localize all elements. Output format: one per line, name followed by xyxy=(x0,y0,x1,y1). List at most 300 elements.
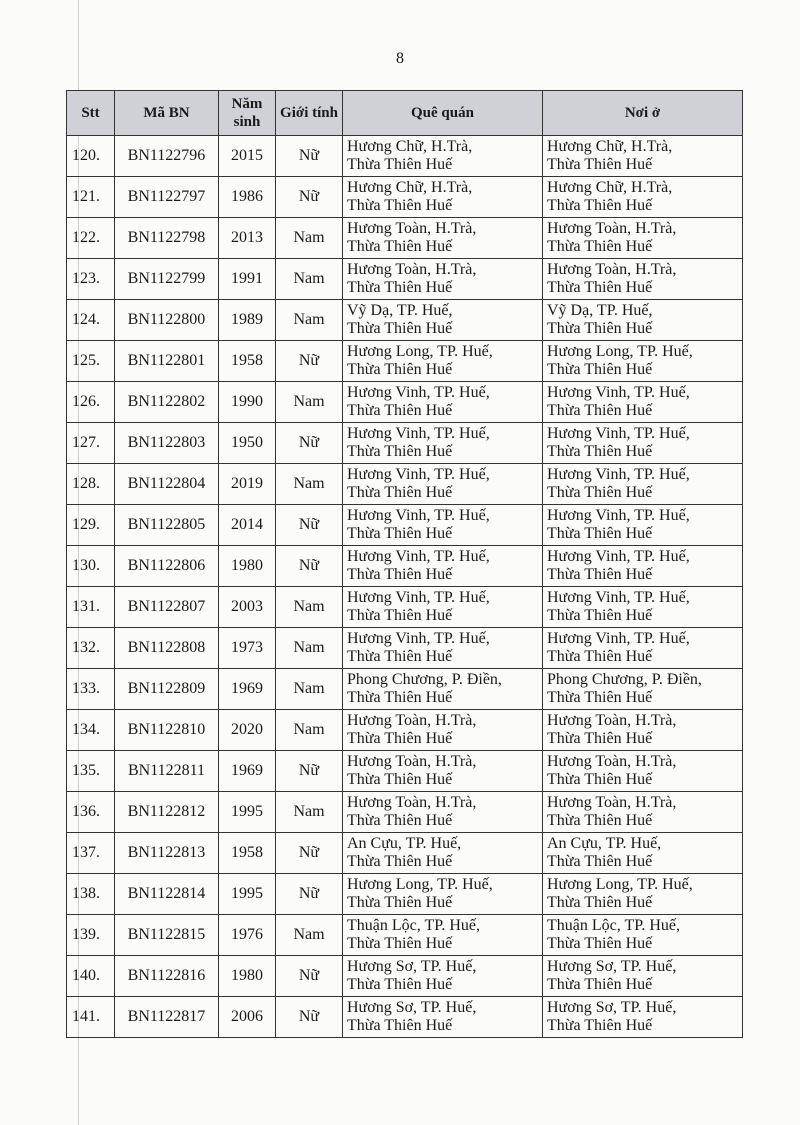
ma-bn-cell xyxy=(115,218,219,259)
gioi-tinh-cell-text: Nam xyxy=(293,229,325,246)
gioi-tinh-cell xyxy=(276,956,343,997)
noi-o-cell xyxy=(543,341,743,382)
gioi-tinh-cell-text: Nam xyxy=(293,721,325,738)
patient-table xyxy=(66,90,743,1038)
noi-o-cell xyxy=(543,997,743,1038)
nam-sinh-cell-text: 1969 xyxy=(231,762,263,779)
ma-bn-cell-text: BN1122798 xyxy=(127,229,206,246)
gioi-tinh-cell-text: Nam xyxy=(293,598,325,615)
noi-o-cell-text: Thừa Thiên Huế xyxy=(547,894,653,911)
que-quan-cell-text: Thừa Thiên Huế xyxy=(347,443,453,460)
noi-o-cell-text: Hương Vinh, TP. Huế, xyxy=(547,507,690,524)
nam-sinh-cell xyxy=(219,710,276,751)
stt-cell-text: 128. xyxy=(72,475,100,492)
table-row xyxy=(67,423,743,464)
noi-o-cell xyxy=(543,546,743,587)
que-quan-cell xyxy=(343,259,543,300)
gioi-tinh-cell xyxy=(276,874,343,915)
ma-bn-cell-text: BN1122797 xyxy=(127,188,206,205)
table-row xyxy=(67,464,743,505)
que-quan-cell xyxy=(343,382,543,423)
noi-o-cell-text: Thừa Thiên Huế xyxy=(547,730,653,747)
table-row xyxy=(67,505,743,546)
que-quan-cell-text: Thừa Thiên Huế xyxy=(347,648,453,665)
que-quan-cell xyxy=(343,669,543,710)
ma-bn-cell-text: BN1122806 xyxy=(127,557,206,574)
que-quan-cell-text: Hương Vinh, TP. Huế, xyxy=(347,384,490,401)
stt-cell xyxy=(67,136,115,177)
gioi-tinh-cell xyxy=(276,915,343,956)
gioi-tinh-cell xyxy=(276,997,343,1038)
gioi-tinh-cell-text: Nam xyxy=(293,680,325,697)
ma-bn-cell-text: BN1122811 xyxy=(127,762,206,779)
que-quan-cell-text: Thừa Thiên Huế xyxy=(347,525,453,542)
noi-o-cell-text: Thừa Thiên Huế xyxy=(547,525,653,542)
ma-bn-cell xyxy=(115,423,219,464)
ma-bn-cell-text: BN1122810 xyxy=(127,721,206,738)
ma-bn-cell-text: BN1122817 xyxy=(127,1008,206,1025)
que-quan-cell-text: Hương Toàn, H.Trà, xyxy=(347,220,477,237)
noi-o-cell-text: Thừa Thiên Huế xyxy=(547,197,653,214)
noi-o-cell-text: Thừa Thiên Huế xyxy=(547,771,653,788)
noi-o-cell-text: Hương Vinh, TP. Huế, xyxy=(547,466,690,483)
gioi-tinh-cell-text: Nam xyxy=(293,926,325,943)
ma-bn-cell xyxy=(115,710,219,751)
noi-o-cell xyxy=(543,464,743,505)
noi-o-cell-text: Hương Vinh, TP. Huế, xyxy=(547,589,690,606)
table-row xyxy=(67,341,743,382)
nam-sinh-cell-text: 1950 xyxy=(231,434,263,451)
que-quan-cell xyxy=(343,136,543,177)
que-quan-cell-text: Thừa Thiên Huế xyxy=(347,853,453,870)
gioi-tinh-cell-text: Nam xyxy=(293,270,325,287)
que-quan-cell xyxy=(343,710,543,751)
nam-sinh-cell-text: 2013 xyxy=(231,229,263,246)
nam-sinh-cell xyxy=(219,218,276,259)
que-quan-cell-text: Hương Vinh, TP. Huế, xyxy=(347,630,490,647)
header-nam-sinh: Năm sinh xyxy=(219,91,276,136)
noi-o-cell xyxy=(543,587,743,628)
nam-sinh-cell xyxy=(219,751,276,792)
gioi-tinh-cell xyxy=(276,833,343,874)
nam-sinh-cell xyxy=(219,546,276,587)
stt-cell xyxy=(67,546,115,587)
nam-sinh-cell xyxy=(219,628,276,669)
que-quan-cell-text: Hương Long, TP. Huế, xyxy=(347,343,493,360)
que-quan-cell-text: Phong Chương, P. Điền, xyxy=(347,671,502,688)
gioi-tinh-cell xyxy=(276,423,343,464)
header-noi-o: Nơi ở xyxy=(543,91,743,136)
nam-sinh-cell xyxy=(219,833,276,874)
noi-o-cell xyxy=(543,956,743,997)
table-row xyxy=(67,218,743,259)
nam-sinh-cell-text: 1995 xyxy=(231,803,263,820)
stt-cell-text: 127. xyxy=(72,434,100,451)
que-quan-cell xyxy=(343,423,543,464)
ma-bn-cell xyxy=(115,792,219,833)
ma-bn-cell xyxy=(115,874,219,915)
stt-cell-text: 122. xyxy=(72,229,100,246)
noi-o-cell-text: Thừa Thiên Huế xyxy=(547,156,653,173)
que-quan-cell-text: Hương Toàn, H.Trà, xyxy=(347,712,477,729)
gioi-tinh-cell-text: Nam xyxy=(293,803,325,820)
nam-sinh-cell-text: 1995 xyxy=(231,885,263,902)
nam-sinh-cell-text: 1989 xyxy=(231,311,263,328)
noi-o-cell xyxy=(543,259,743,300)
stt-cell-text: 139. xyxy=(72,926,100,943)
stt-cell xyxy=(67,997,115,1038)
stt-cell xyxy=(67,669,115,710)
noi-o-cell-text: Thừa Thiên Huế xyxy=(547,402,653,419)
stt-cell xyxy=(67,259,115,300)
noi-o-cell-text: Phong Chương, P. Điền, xyxy=(547,671,702,688)
que-quan-cell-text: Hương Vinh, TP. Huế, xyxy=(347,507,490,524)
stt-cell xyxy=(67,218,115,259)
que-quan-cell-text: Thừa Thiên Huế xyxy=(347,894,453,911)
gioi-tinh-cell xyxy=(276,587,343,628)
que-quan-cell-text: Hương Toàn, H.Trà, xyxy=(347,794,477,811)
que-quan-cell-text: Thừa Thiên Huế xyxy=(347,976,453,993)
que-quan-cell-text: Thừa Thiên Huế xyxy=(347,279,453,296)
noi-o-cell-text: Thừa Thiên Huế xyxy=(547,607,653,624)
ma-bn-cell xyxy=(115,997,219,1038)
page-number: 8 xyxy=(396,50,404,67)
table-row xyxy=(67,587,743,628)
que-quan-cell xyxy=(343,505,543,546)
noi-o-cell-text: Hương Chữ, H.Trà, xyxy=(547,179,673,196)
noi-o-cell-text: Thừa Thiên Huế xyxy=(547,935,653,952)
noi-o-cell xyxy=(543,382,743,423)
header-gioi-tinh: Giới tính xyxy=(276,91,343,136)
noi-o-cell-text: Hương Vinh, TP. Huế, xyxy=(547,630,690,647)
stt-cell-text: 132. xyxy=(72,639,100,656)
gioi-tinh-cell-text: Nam xyxy=(293,639,325,656)
nam-sinh-cell xyxy=(219,259,276,300)
nam-sinh-cell-text: 1990 xyxy=(231,393,263,410)
ma-bn-cell xyxy=(115,177,219,218)
nam-sinh-cell-text: 1973 xyxy=(231,639,263,656)
ma-bn-cell-text: BN1122814 xyxy=(127,885,206,902)
stt-cell-text: 125. xyxy=(72,352,100,369)
noi-o-cell-text: Thừa Thiên Huế xyxy=(547,566,653,583)
noi-o-cell-text: Hương Toàn, H.Trà, xyxy=(547,712,677,729)
noi-o-cell-text: Thừa Thiên Huế xyxy=(547,443,653,460)
gioi-tinh-cell-text: Nữ xyxy=(298,762,320,779)
stt-cell xyxy=(67,300,115,341)
gioi-tinh-cell-text: Nữ xyxy=(298,557,320,574)
stt-cell-text: 138. xyxy=(72,885,100,902)
header-ma-bn: Mã BN xyxy=(115,91,219,136)
nam-sinh-cell-text: 2006 xyxy=(231,1008,263,1025)
noi-o-cell-text: Hương Toàn, H.Trà, xyxy=(547,220,677,237)
table-row xyxy=(67,259,743,300)
gioi-tinh-cell-text: Nữ xyxy=(298,147,320,164)
que-quan-cell-text: Thừa Thiên Huế xyxy=(347,361,453,378)
nam-sinh-cell-text: 2019 xyxy=(231,475,263,492)
table-row xyxy=(67,546,743,587)
ma-bn-cell xyxy=(115,833,219,874)
gioi-tinh-cell-text: Nữ xyxy=(298,1008,320,1025)
que-quan-cell-text: Thừa Thiên Huế xyxy=(347,156,453,173)
que-quan-cell-text: Thừa Thiên Huế xyxy=(347,771,453,788)
stt-cell-text: 126. xyxy=(72,393,100,410)
nam-sinh-cell xyxy=(219,792,276,833)
noi-o-cell-text: Thuận Lộc, TP. Huế, xyxy=(547,917,681,934)
ma-bn-cell-text: BN1122813 xyxy=(127,844,206,861)
nam-sinh-cell-text: 1986 xyxy=(231,188,263,205)
stt-cell-text: 131. xyxy=(72,598,100,615)
ma-bn-cell-text: BN1122812 xyxy=(127,803,206,820)
noi-o-cell xyxy=(543,833,743,874)
stt-cell xyxy=(67,423,115,464)
que-quan-cell-text: Thừa Thiên Huế xyxy=(347,689,453,706)
noi-o-cell-text: Thừa Thiên Huế xyxy=(547,648,653,665)
noi-o-cell xyxy=(543,710,743,751)
gioi-tinh-cell-text: Nam xyxy=(293,311,325,328)
stt-cell-text: 123. xyxy=(72,270,100,287)
gioi-tinh-cell xyxy=(276,218,343,259)
que-quan-cell xyxy=(343,956,543,997)
ma-bn-cell xyxy=(115,628,219,669)
que-quan-cell-text: An Cựu, TP. Huế, xyxy=(347,835,462,852)
stt-cell xyxy=(67,587,115,628)
noi-o-cell-text: Thừa Thiên Huế xyxy=(547,976,653,993)
que-quan-cell-text: Hương Vinh, TP. Huế, xyxy=(347,466,490,483)
noi-o-cell-text: Hương Sơ, TP. Huế, xyxy=(547,958,677,975)
gioi-tinh-cell xyxy=(276,751,343,792)
ma-bn-cell xyxy=(115,382,219,423)
ma-bn-cell xyxy=(115,136,219,177)
que-quan-cell xyxy=(343,218,543,259)
noi-o-cell-text: Hương Vinh, TP. Huế, xyxy=(547,425,690,442)
noi-o-cell-text: Hương Long, TP. Huế, xyxy=(547,876,693,893)
noi-o-cell xyxy=(543,792,743,833)
noi-o-cell-text: Hương Chữ, H.Trà, xyxy=(547,138,673,155)
que-quan-cell-text: Hương Vinh, TP. Huế, xyxy=(347,425,490,442)
table-row xyxy=(67,300,743,341)
ma-bn-cell xyxy=(115,464,219,505)
nam-sinh-cell-text: 1991 xyxy=(231,270,263,287)
que-quan-cell xyxy=(343,874,543,915)
stt-cell xyxy=(67,915,115,956)
gioi-tinh-cell xyxy=(276,136,343,177)
stt-cell xyxy=(67,710,115,751)
noi-o-cell-text: Thừa Thiên Huế xyxy=(547,238,653,255)
que-quan-cell-text: Hương Chữ, H.Trà, xyxy=(347,138,473,155)
noi-o-cell xyxy=(543,505,743,546)
stt-cell xyxy=(67,382,115,423)
stt-cell-text: 130. xyxy=(72,557,100,574)
que-quan-cell-text: Thừa Thiên Huế xyxy=(347,566,453,583)
stt-cell xyxy=(67,956,115,997)
que-quan-cell xyxy=(343,341,543,382)
que-quan-cell xyxy=(343,833,543,874)
stt-cell-text: 120. xyxy=(72,147,100,164)
ma-bn-cell-text: BN1122796 xyxy=(127,147,206,164)
gioi-tinh-cell xyxy=(276,341,343,382)
noi-o-cell xyxy=(543,669,743,710)
noi-o-cell xyxy=(543,423,743,464)
noi-o-cell xyxy=(543,915,743,956)
stt-cell-text: 141. xyxy=(72,1008,100,1025)
ma-bn-cell-text: BN1122800 xyxy=(127,311,206,328)
que-quan-cell-text: Thừa Thiên Huế xyxy=(347,1017,453,1034)
nam-sinh-cell xyxy=(219,464,276,505)
gioi-tinh-cell xyxy=(276,382,343,423)
que-quan-cell xyxy=(343,587,543,628)
table-row xyxy=(67,751,743,792)
table-row xyxy=(67,956,743,997)
gioi-tinh-cell-text: Nữ xyxy=(298,885,320,902)
header-que-quan: Quê quán xyxy=(343,91,543,136)
gioi-tinh-cell-text: Nữ xyxy=(298,188,320,205)
gioi-tinh-cell xyxy=(276,505,343,546)
nam-sinh-cell-text: 1980 xyxy=(231,967,263,984)
ma-bn-cell xyxy=(115,669,219,710)
stt-cell xyxy=(67,341,115,382)
noi-o-cell-text: Hương Toàn, H.Trà, xyxy=(547,794,677,811)
nam-sinh-cell-text: 1958 xyxy=(231,844,263,861)
que-quan-cell-text: Thuận Lộc, TP. Huế, xyxy=(347,917,481,934)
stt-cell xyxy=(67,628,115,669)
stt-cell xyxy=(67,833,115,874)
stt-cell xyxy=(67,751,115,792)
stt-cell xyxy=(67,464,115,505)
nam-sinh-cell xyxy=(219,956,276,997)
que-quan-cell-text: Thừa Thiên Huế xyxy=(347,320,453,337)
stt-cell-text: 133. xyxy=(72,680,100,697)
que-quan-cell xyxy=(343,546,543,587)
gioi-tinh-cell-text: Nữ xyxy=(298,516,320,533)
noi-o-cell-text: Hương Toàn, H.Trà, xyxy=(547,753,677,770)
ma-bn-cell xyxy=(115,546,219,587)
que-quan-cell-text: Hương Toàn, H.Trà, xyxy=(347,753,477,770)
noi-o-cell-text: Thừa Thiên Huế xyxy=(547,279,653,296)
stt-cell-text: 140. xyxy=(72,967,100,984)
que-quan-cell-text: Hương Chữ, H.Trà, xyxy=(347,179,473,196)
ma-bn-cell-text: BN1122816 xyxy=(127,967,206,984)
noi-o-cell-text: Thừa Thiên Huế xyxy=(547,320,653,337)
que-quan-cell xyxy=(343,997,543,1038)
stt-cell xyxy=(67,505,115,546)
que-quan-cell-text: Hương Sơ, TP. Huế, xyxy=(347,958,477,975)
ma-bn-cell-text: BN1122807 xyxy=(127,598,206,615)
nam-sinh-cell xyxy=(219,669,276,710)
gioi-tinh-cell-text: Nữ xyxy=(298,352,320,369)
nam-sinh-cell xyxy=(219,915,276,956)
gioi-tinh-cell-text: Nữ xyxy=(298,434,320,451)
table-row xyxy=(67,710,743,751)
stt-cell-text: 136. xyxy=(72,803,100,820)
nam-sinh-cell xyxy=(219,136,276,177)
gioi-tinh-cell xyxy=(276,792,343,833)
ma-bn-cell xyxy=(115,956,219,997)
que-quan-cell xyxy=(343,464,543,505)
ma-bn-cell-text: BN1122799 xyxy=(127,270,206,287)
noi-o-cell-text: Thừa Thiên Huế xyxy=(547,812,653,829)
ma-bn-cell-text: BN1122815 xyxy=(127,926,206,943)
que-quan-cell-text: Thừa Thiên Huế xyxy=(347,812,453,829)
noi-o-cell-text: Hương Vinh, TP. Huế, xyxy=(547,384,690,401)
nam-sinh-cell xyxy=(219,382,276,423)
ma-bn-cell-text: BN1122805 xyxy=(127,516,206,533)
ma-bn-cell xyxy=(115,751,219,792)
noi-o-cell xyxy=(543,874,743,915)
noi-o-cell-text: Thừa Thiên Huế xyxy=(547,361,653,378)
que-quan-cell xyxy=(343,300,543,341)
que-quan-cell-text: Thừa Thiên Huế xyxy=(347,402,453,419)
table-row xyxy=(67,382,743,423)
nam-sinh-cell xyxy=(219,587,276,628)
nam-sinh-cell-text: 2014 xyxy=(231,516,263,533)
stt-cell-text: 134. xyxy=(72,721,100,738)
noi-o-cell xyxy=(543,751,743,792)
noi-o-cell-text: Thừa Thiên Huế xyxy=(547,1017,653,1034)
que-quan-cell-text: Thừa Thiên Huế xyxy=(347,607,453,624)
que-quan-cell-text: Thừa Thiên Huế xyxy=(347,935,453,952)
noi-o-cell-text: Thừa Thiên Huế xyxy=(547,484,653,501)
noi-o-cell-text: Thừa Thiên Huế xyxy=(547,689,653,706)
noi-o-cell xyxy=(543,218,743,259)
table-row xyxy=(67,792,743,833)
table-row xyxy=(67,997,743,1038)
ma-bn-cell xyxy=(115,259,219,300)
gioi-tinh-cell xyxy=(276,300,343,341)
header-stt: Stt xyxy=(67,91,115,136)
nam-sinh-cell xyxy=(219,505,276,546)
table-header-row xyxy=(67,91,743,136)
nam-sinh-cell-text: 2015 xyxy=(231,147,263,164)
nam-sinh-cell xyxy=(219,341,276,382)
ma-bn-cell-text: BN1122804 xyxy=(127,475,206,492)
que-quan-cell-text: Vỹ Dạ, TP. Huế, xyxy=(347,302,453,319)
ma-bn-cell xyxy=(115,341,219,382)
ma-bn-cell-text: BN1122802 xyxy=(127,393,206,410)
noi-o-cell-text: An Cựu, TP. Huế, xyxy=(547,835,662,852)
noi-o-cell-text: Vỹ Dạ, TP. Huế, xyxy=(547,302,653,319)
que-quan-cell-text: Hương Vinh, TP. Huế, xyxy=(347,589,490,606)
nam-sinh-cell xyxy=(219,300,276,341)
gioi-tinh-cell xyxy=(276,669,343,710)
table-row xyxy=(67,874,743,915)
nam-sinh-cell xyxy=(219,874,276,915)
gioi-tinh-cell-text: Nam xyxy=(293,393,325,410)
noi-o-cell-text: Hương Sơ, TP. Huế, xyxy=(547,999,677,1016)
gioi-tinh-cell xyxy=(276,177,343,218)
gioi-tinh-cell xyxy=(276,464,343,505)
ma-bn-cell-text: BN1122803 xyxy=(127,434,206,451)
stt-cell xyxy=(67,792,115,833)
stt-cell-text: 124. xyxy=(72,311,100,328)
gioi-tinh-cell-text: Nữ xyxy=(298,967,320,984)
stt-cell xyxy=(67,177,115,218)
ma-bn-cell-text: BN1122809 xyxy=(127,680,206,697)
gioi-tinh-cell xyxy=(276,628,343,669)
nam-sinh-cell xyxy=(219,997,276,1038)
ma-bn-cell-text: BN1122808 xyxy=(127,639,206,656)
noi-o-cell-text: Thừa Thiên Huế xyxy=(547,853,653,870)
gioi-tinh-cell xyxy=(276,259,343,300)
nam-sinh-cell xyxy=(219,423,276,464)
que-quan-cell-text: Thừa Thiên Huế xyxy=(347,730,453,747)
table-row xyxy=(67,136,743,177)
ma-bn-cell xyxy=(115,587,219,628)
gioi-tinh-cell-text: Nữ xyxy=(298,844,320,861)
nam-sinh-cell-text: 2020 xyxy=(231,721,263,738)
ma-bn-cell xyxy=(115,915,219,956)
gioi-tinh-cell-text: Nam xyxy=(293,475,325,492)
gioi-tinh-cell xyxy=(276,710,343,751)
